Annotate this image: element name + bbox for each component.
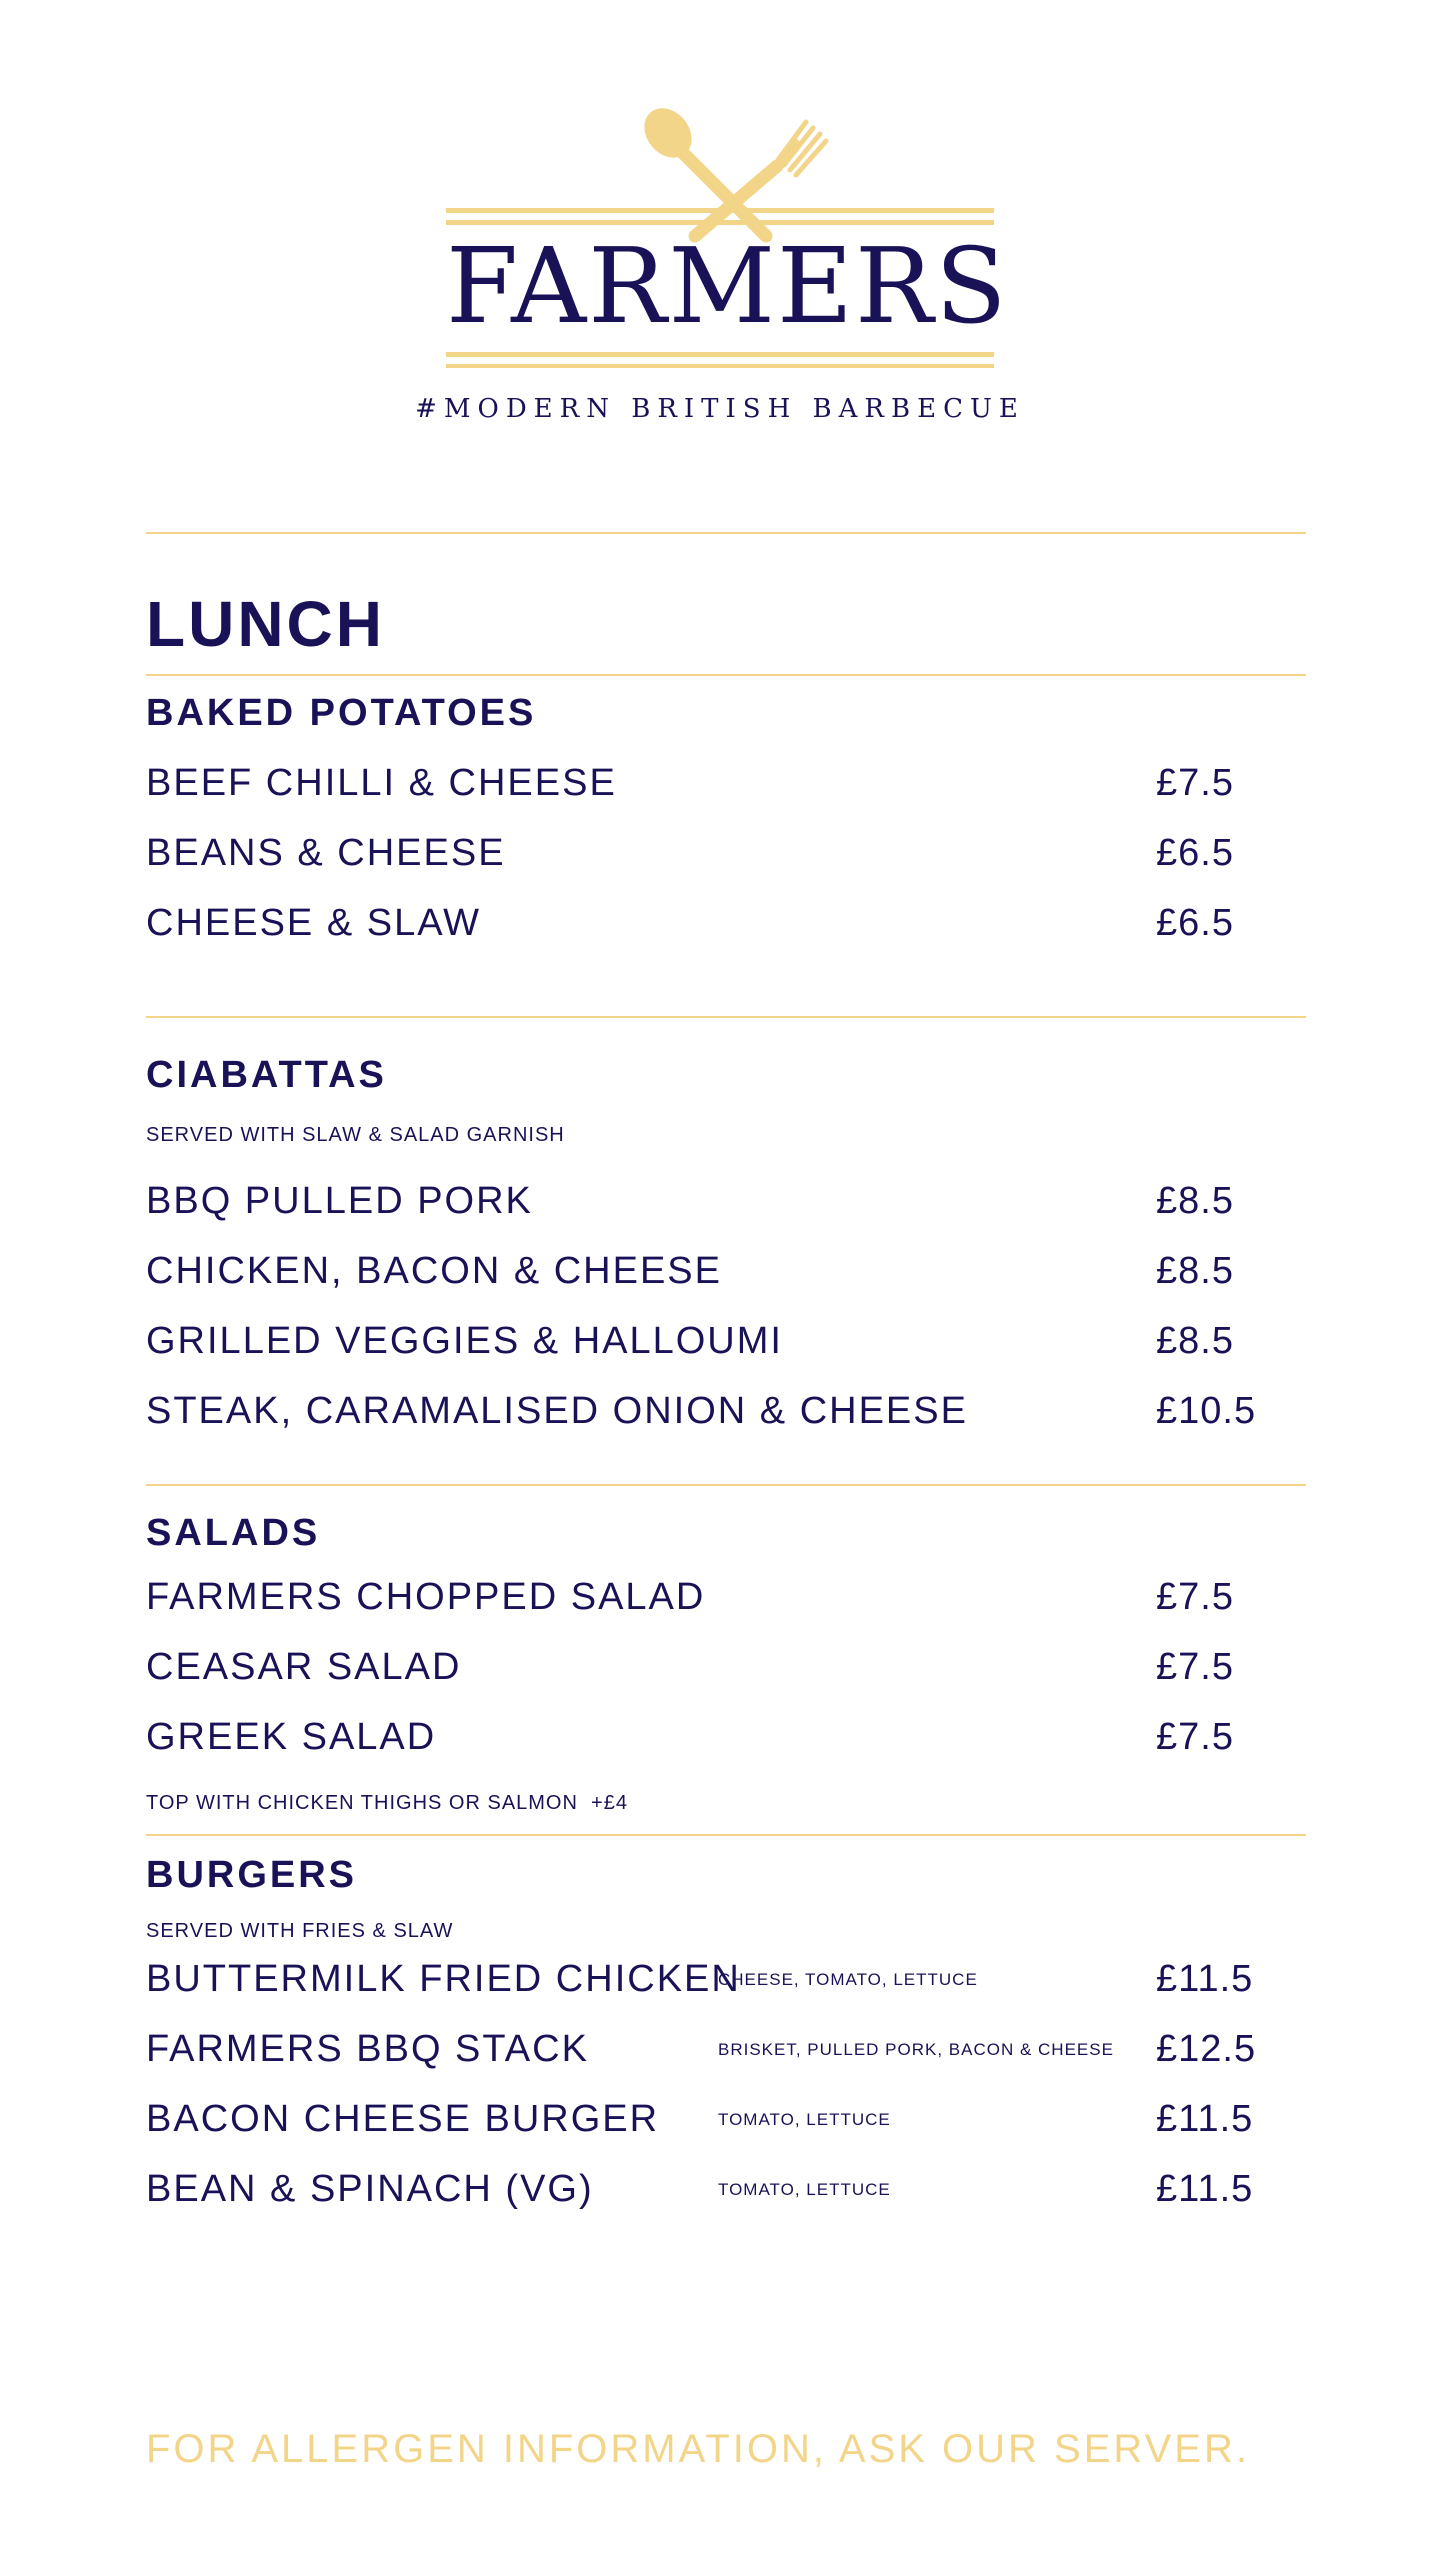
menu-item-name: BEANS & CHEESE	[146, 832, 506, 874]
divider	[146, 1834, 1306, 1836]
menu-item-price: £11.5	[1156, 1958, 1254, 2000]
menu-item-price: £7.5	[1156, 1576, 1234, 1618]
menu-item-price: £12.5	[1156, 2028, 1257, 2070]
divider	[146, 532, 1306, 534]
menu-item-name: BEAN & SPINACH (VG)	[146, 2168, 594, 2210]
spoon-fork-crossed-icon	[635, 108, 826, 236]
menu-item-price: £7.5	[1156, 1646, 1234, 1688]
menu-item-name: CEASAR SALAD	[146, 1646, 462, 1688]
menu-item-price: £6.5	[1156, 832, 1234, 874]
section-title-ciabattas: CIABATTAS	[146, 1054, 387, 1096]
menu-item-name: BUTTERMILK FRIED CHICKEN	[146, 1958, 741, 2000]
menu-item-name: BACON CHEESE BURGER	[146, 2098, 660, 2140]
section-note-burgers: SERVED WITH FRIES & SLAW	[146, 1920, 454, 1942]
menu-item-description: CHEESE, TOMATO, LETTUCE	[718, 1970, 978, 1989]
divider	[146, 1016, 1306, 1018]
menu-item-name: STEAK, CARAMALISED ONION & CHEESE	[146, 1390, 968, 1432]
section-title-burgers: BURGERS	[146, 1854, 358, 1896]
menu-item-price: £8.5	[1156, 1250, 1234, 1292]
menu-item-name: FARMERS BBQ STACK	[146, 2028, 589, 2070]
menu-item-description: TOMATO, LETTUCE	[718, 2110, 891, 2129]
menu-item-price: £7.5	[1156, 762, 1234, 804]
menu-item-name: CHEESE & SLAW	[146, 902, 482, 944]
menu-item-name: CHICKEN, BACON & CHEESE	[146, 1250, 722, 1292]
menu-title: LUNCH	[146, 588, 385, 660]
menu-item-name: BEEF CHILLI & CHEESE	[146, 762, 617, 804]
logo-bottom-rules	[446, 352, 994, 368]
menu-item-price: £10.5	[1156, 1390, 1257, 1432]
menu-item-price: £8.5	[1156, 1180, 1234, 1222]
divider	[146, 674, 1306, 676]
menu-item-price: £8.5	[1156, 1320, 1234, 1362]
section-note-salads: TOP WITH CHICKEN THIGHS OR SALMON +£4	[146, 1792, 628, 1814]
menu-item-price: £11.5	[1156, 2168, 1254, 2210]
allergen-note: FOR ALLERGEN INFORMATION, ASK OUR SERVER.	[146, 2427, 1250, 2471]
menu-item-name: BBQ PULLED PORK	[146, 1180, 533, 1222]
menu-item-price: £7.5	[1156, 1716, 1234, 1758]
menu-item-price: £6.5	[1156, 902, 1234, 944]
brand-name: FARMERS	[446, 225, 1009, 347]
section-title-baked-potatoes: BAKED POTATOES	[146, 692, 537, 734]
menu-item-description: BRISKET, PULLED PORK, BACON & CHEESE	[718, 2040, 1114, 2059]
menu-item-description: TOMATO, LETTUCE	[718, 2180, 891, 2199]
menu-item-price: £11.5	[1156, 2098, 1254, 2140]
menu-item-name: FARMERS CHOPPED SALAD	[146, 1576, 706, 1618]
menu-item-name: GRILLED VEGGIES & HALLOUMI	[146, 1320, 783, 1362]
section-note-ciabattas: SERVED WITH SLAW & SALAD GARNISH	[146, 1124, 565, 1146]
divider	[146, 1484, 1306, 1486]
section-title-salads: SALADS	[146, 1512, 321, 1554]
brand-tagline: #MODERN BRITISH BARBECUE	[415, 394, 1025, 424]
menu-item-name: GREEK SALAD	[146, 1716, 437, 1758]
